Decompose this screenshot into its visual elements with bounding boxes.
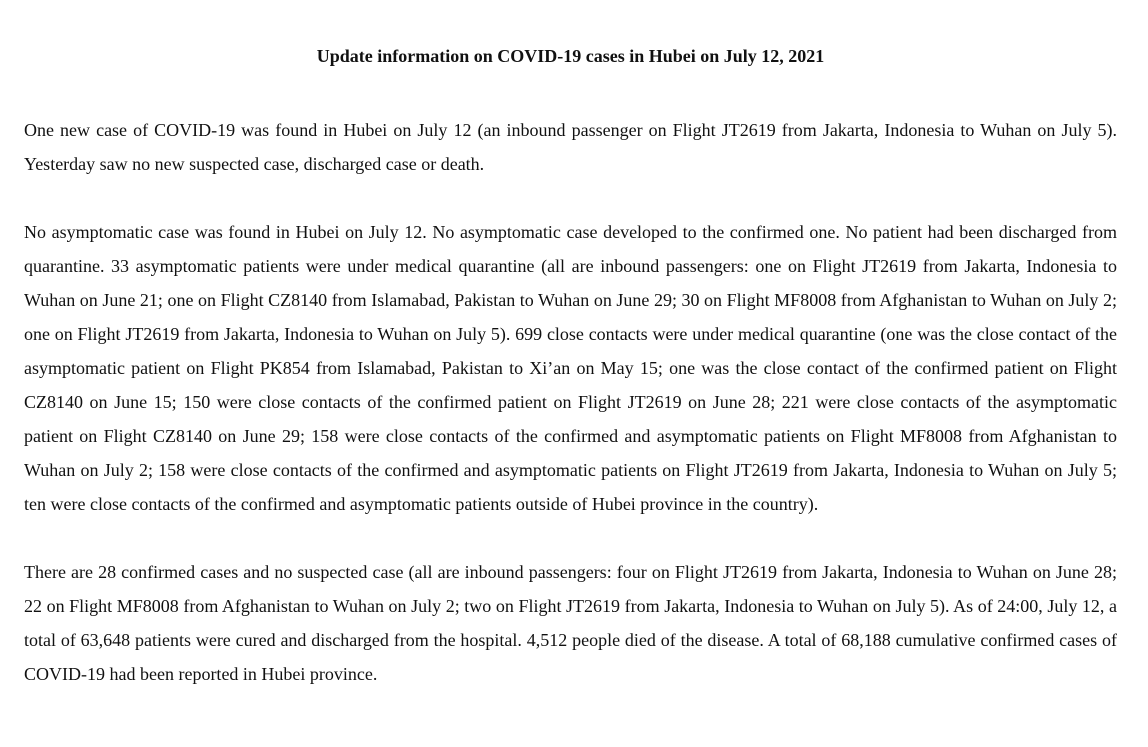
paragraph-asymptomatic: No asymptomatic case was found in Hubei on July 12. No asymptomatic case developed to the confirmed one. No patient had been discharged from quarantine. 33 asymptomatic patients were under medical quarantine (all are inbound passengers: one on Flight JT2619 from Jakarta, Indonesia to Wuhan on June 21; one on Flight CZ8140 from Islamabad, Pakistan to Wuhan on June 29; 30 on Flight MF8008 from Afghanistan to Wuhan on July 2; one on Flight JT2619 from Jakarta, Indonesia to Wuhan on July 5). 699 close contacts were under medical quarantine (one was the close contact of the asymptomatic patient on Flight PK854 from Islamabad, Pakistan to Xi’an on May 15; one was the close contact of the confirmed patient on Flight CZ8140 on June 15; 150 were close contacts of the confirmed patient on Flight JT2619 on June 28; 221 were close contacts of the asymptomatic patient on Flight CZ8140 on June 29; 158 were close contacts of the confirmed and asymptomatic patients on Flight MF8008 from Afghanistan to Wuhan on July 2; 158 were close contacts of the confirmed and asymptomatic patients on Flight JT2619 from Jakarta, Indonesia to Wuhan on July 5; ten were close contacts of the confirmed and asymptomatic patients outside of Hubei province in the country). <box>24 222 1117 514</box>
document-body <box>24 42 1117 691</box>
paragraph-totals: There are 28 confirmed cases and no suspected case (all are inbound passengers: four on Flight JT2619 from Jakarta, Indonesia to Wuhan on June 28; 22 on Flight MF8008 from Afghanistan to Wuhan on July 2; two on Flight JT2619 from Jakarta, Indonesia to Wuhan on July 5). As of 24:00, July 12, a total of 63,648 patients were cured and discharged from the hospital. 4,512 people died of the disease. A total of 68,188 cumulative confirmed cases of COVID-19 had been reported in Hubei province. <box>24 562 1117 684</box>
paragraph-new-case: One new case of COVID-19 was found in Hubei on July 12 (an inbound passenger on Flight JT2619 from Jakarta, Indonesia to Wuhan on July 5). Yesterday saw no new suspected case, discharged case or death. <box>24 120 1117 174</box>
document-title: Update information on COVID-19 cases in Hubei on July 12, 2021 <box>316 46 825 66</box>
